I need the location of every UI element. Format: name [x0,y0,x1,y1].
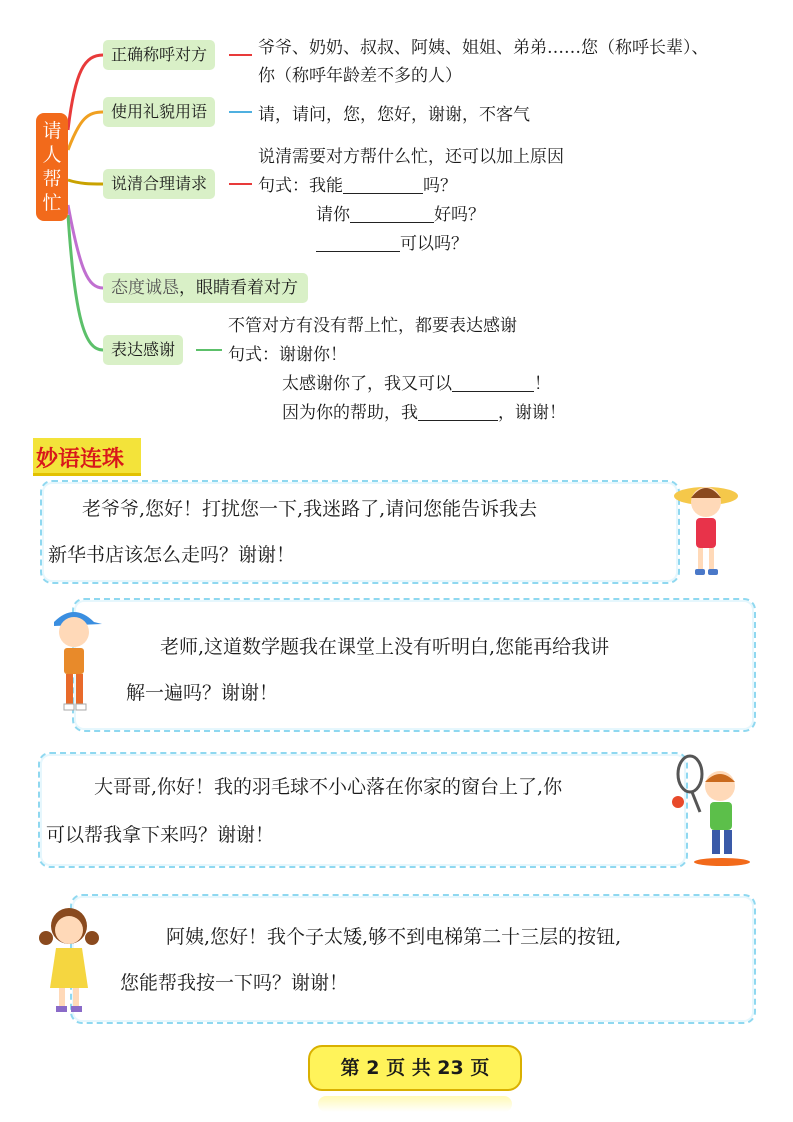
boy-with-racket-icon [670,752,760,868]
request-pattern-1: 句式：我能 吗？ [258,176,457,196]
fill-blank [316,234,400,252]
request-pattern-2: 请你 好吗？ [316,205,485,225]
thanks-pattern-intro: 句式：谢谢你！ [228,345,347,365]
dialogue-4-line2: 您能帮我按一下吗？谢谢！ [120,972,349,994]
dialogue-2-line1: 老师,这道数学题我在课堂上没有听明白,您能再给我讲 [160,636,610,658]
girl-with-pigtails-icon [34,898,104,1020]
dialogue-3-line2: 可以帮我拿下来吗？谢谢！ [46,824,275,846]
thanks-pattern-2: 因为你的帮助，我 ，谢谢！ [282,403,566,423]
section-title-box [33,438,141,476]
fill-blank [350,205,434,223]
address-examples: 爷爷、奶奶、叔叔、阿姨、姐姐、弟弟……您（称呼长辈）、 [258,38,709,58]
dialogue-card-3 [38,752,688,868]
dialogue-card-4 [70,894,756,1024]
thanks-explain: 不管对方有没有帮上忙，都要表达感谢 [228,316,517,336]
node-clear-request: 说清合理请求 [103,169,215,199]
page-indicator: 第 2 页 共 23 页 [308,1045,522,1091]
node-express-thanks: 表达感谢 [103,335,183,365]
boy-with-cap-icon [42,602,106,720]
dialogue-card-1 [40,480,680,584]
dialogue-card-2 [72,598,756,732]
dialogue-3-line1: 大哥哥,你好！我的羽毛球不小心落在你家的窗台上了,你 [94,776,563,798]
girl-with-hat-icon [670,474,742,584]
node-polite-words: 使用礼貌用语 [103,97,215,127]
node-sincere-attitude: 态度诚恳，眼睛看着对方 [103,273,308,303]
fill-blank [418,403,498,421]
address-note: 你（称呼年龄差不多的人） [258,66,462,86]
mindmap-root: 请人帮忙 [36,113,68,221]
dialogue-2-line2: 解一遍吗？谢谢！ [126,682,279,704]
dialogue-1-line1: 老爷爷,您好！打扰您一下,我迷路了,请问您能告诉我去 [82,498,538,520]
dialogue-4-line1: 阿姨,您好！我个子太矮,够不到电梯第二十三层的按钮, [166,926,622,948]
fill-blank [452,374,534,392]
thanks-pattern-1: 太感谢你了，我又可以 ！ [282,374,551,394]
page-indicator-reflection [318,1096,512,1112]
node-correct-address: 正确称呼对方 [103,40,215,70]
dialogue-1-line2: 新华书店该怎么走吗？谢谢！ [48,544,296,566]
polite-words-list: 请，请问，您，您好，谢谢，不客气 [258,105,530,125]
request-pattern-3: 可以吗？ [316,230,468,258]
section-title: 妙语连珠 [36,447,125,472]
request-explain: 说清需要对方帮什么忙，还可以加上原因 [258,147,564,167]
fill-blank [343,176,423,194]
